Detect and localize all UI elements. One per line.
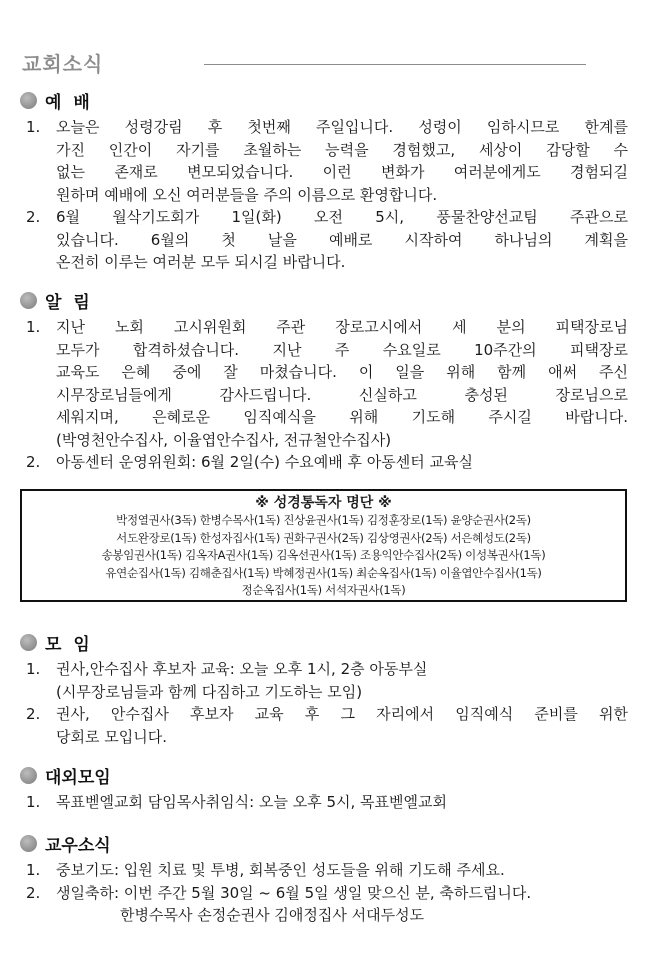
section-header xyxy=(20,763,630,787)
section-header xyxy=(20,831,630,855)
bullet-icon xyxy=(20,92,37,109)
item-line: 없는 존재로 변모되었습니다. 이런 변화가 여러분에게도 경험되길 xyxy=(56,163,628,181)
list-item xyxy=(20,116,630,206)
list-item xyxy=(20,206,630,274)
section-title: 교우소식 xyxy=(45,835,111,856)
section-gathering xyxy=(20,630,630,748)
item-number: 2. xyxy=(26,208,41,226)
item-line: 권사,안수집사 후보자 교육: 오늘 오후 1시, 2층 아동부실 xyxy=(56,660,428,678)
section-notice xyxy=(20,288,630,474)
list-item xyxy=(20,316,630,451)
item-line: 모두가 합격하셨습니다. 지난 주 수요일로 10주간의 피택장로 xyxy=(56,340,628,359)
section-header xyxy=(20,630,630,654)
item-line: (시무장로님들과 함께 다짐하고 기도하는 모임) xyxy=(56,682,363,701)
item-line: 세워지며, 은혜로운 임직예식을 위해 기도해 주시길 바랍니다. xyxy=(56,408,628,426)
section-title: 대외모임 xyxy=(45,767,111,788)
section-title: 알 림 xyxy=(45,292,93,313)
bullet-icon xyxy=(20,634,37,651)
item-line: 교육도 은혜 중에 잘 마쳤습니다. 이 일을 위해 함께 애써 주신 xyxy=(56,363,628,381)
item-line: 지난 노회 고시위원회 주관 장로고시에서 세 분의 피택장로님 xyxy=(56,318,628,336)
item-line: 당회로 모입니다. xyxy=(56,727,167,746)
item-number: 1. xyxy=(26,660,41,678)
item-line: 아동센터 운영위원회: 6월 2일(수) 수요예배 후 아동센터 교육실 xyxy=(56,453,473,471)
item-line: 권사, 안수집사 후보자 교육 후 그 자리에서 임직예식 준비를 위한 xyxy=(56,705,628,723)
list-item xyxy=(20,658,630,703)
bullet-icon xyxy=(20,292,37,309)
section-header xyxy=(20,288,630,312)
list-item xyxy=(20,451,630,474)
section-header xyxy=(20,88,630,112)
item-line: 목표벧엘교회 담임목사취임식: 오늘 오후 5시, 목표벧엘교회 xyxy=(56,793,447,811)
item-line: 생일축하: 이번 주간 5월 30일 ~ 6월 5일 생일 맞으신 분, 축하드립니다. xyxy=(56,883,532,902)
page-title: 교회소식 xyxy=(22,52,104,76)
item-number: 2. xyxy=(26,883,41,902)
item-line: 있습니다. 6월의 첫 날을 예배로 시작하여 하나님의 계획을 xyxy=(56,230,628,249)
list-item xyxy=(20,703,630,748)
box-title: ※ 성경통독자 명단 ※ xyxy=(255,495,392,511)
item-line: 중보기도: 입원 치료 및 투병, 회복중인 성도들을 위해 기도해 주세요. xyxy=(56,861,505,879)
item-number: 1. xyxy=(26,118,41,136)
section-worship xyxy=(20,88,630,274)
item-line: 원하며 예배에 오신 여러분들을 주의 이름으로 환영합니다. xyxy=(56,185,438,204)
box-line: 정순옥집사(1독) 서석자권사(1독) xyxy=(241,583,406,597)
section-member-news xyxy=(20,831,630,926)
item-number: 1. xyxy=(26,318,41,336)
item-number: 1. xyxy=(26,793,41,811)
item-line: 가진 인간이 자기를 초월하는 능력을 경험했고, 세상이 감당할 수 xyxy=(56,140,628,159)
title-divider xyxy=(204,64,586,65)
box-line: 유연순집사(1독) 김해춘집사(1독) 박혜정권사(1독) 최순옥집사(1독) 이율엽안수집사(1독) xyxy=(105,565,542,580)
item-number: 2. xyxy=(26,453,41,471)
bible-reading-list-box xyxy=(20,489,627,602)
item-line: (박영천안수집사, 이율엽안수집사, 전규철안수집사) xyxy=(56,430,392,449)
list-item xyxy=(20,882,630,905)
item-line: 오늘은 성령강림 후 첫번째 주일입니다. 성령이 임하시므로 한계를 xyxy=(56,118,628,136)
box-line: 박정열권사(3독) 한병수목사(1독) 진상윤권사(1독) 김정훈장로(1독) 윤양순권사(2독) xyxy=(116,513,531,527)
item-number: 1. xyxy=(26,861,41,879)
item-number: 2. xyxy=(26,705,41,723)
section-external-meeting xyxy=(20,763,630,814)
section-title: 모 임 xyxy=(45,634,93,655)
birthday-names: 한병수목사 손정순권사 김애정집사 서대두성도 xyxy=(120,906,425,924)
item-line: 시무장로님들에게 감사드립니다. 신실하고 충성된 장로님으로 xyxy=(56,385,628,404)
box-line: 서도완장로(1독) 한성자집사(1독) 권화구권사(2독) 김상영권사(2독) 서은혜성도(2독) xyxy=(116,530,531,545)
item-line: 6월 월삭기도회가 1일(화) 오전 5시, 풍물찬양선교팀 주관으로 xyxy=(56,208,628,226)
item-line: 온전히 이루는 여러분 모두 되시길 바랍니다. xyxy=(56,253,346,271)
list-item xyxy=(20,791,630,814)
list-item xyxy=(20,859,630,882)
bullet-icon xyxy=(20,767,37,784)
box-line: 송봉임권사(1독) 김옥자A권사(1독) 김옥선권사(1독) 조용익안수집사(2독) 이성복권사(1독) xyxy=(101,548,546,562)
section-title: 예 배 xyxy=(45,92,93,113)
bullet-icon xyxy=(20,835,37,852)
